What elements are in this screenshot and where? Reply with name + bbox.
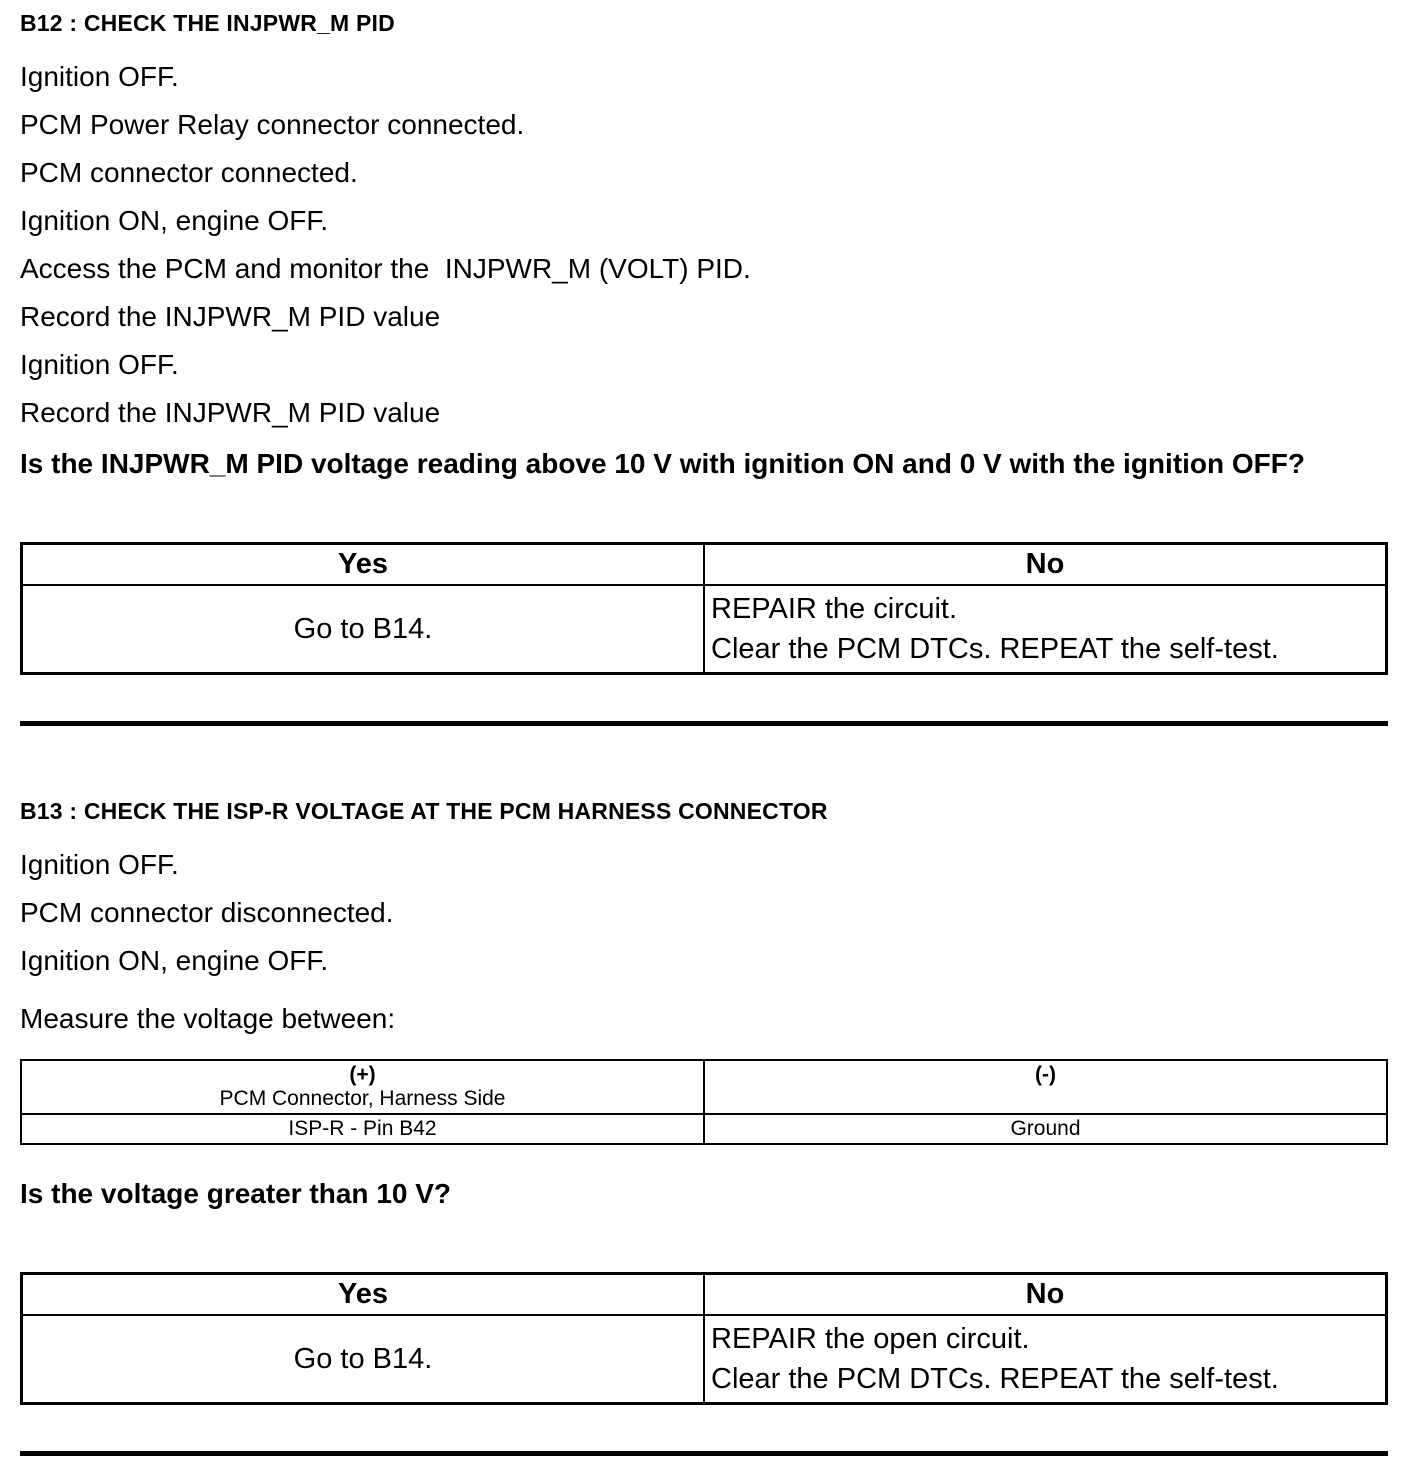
negative-header-cell [704,1060,1387,1114]
no-action-line: Clear the PCM DTCs. REPEAT the self-test. [711,633,1279,665]
positive-symbol: (+) [349,1063,376,1086]
page-bottom-divider [20,1451,1388,1456]
no-column-header: No [704,1274,1387,1316]
b13-measurement-table [20,1059,1388,1145]
b12-steps [20,53,1388,437]
positive-header-cell [21,1060,704,1114]
b12-heading: B12 : CHECK THE INJPWR_M PID [20,10,395,36]
negative-point-cell: Ground [704,1114,1387,1144]
table-row [22,1315,1387,1404]
yes-column-header: Yes [22,1274,705,1316]
procedure-step: Ignition OFF. [20,61,179,92]
yes-action-cell: Go to B14. [22,1315,705,1404]
b12-result-table [20,542,1388,675]
section-b12 [20,10,1388,675]
procedure-step: PCM connector disconnected. [20,897,394,928]
table-row [22,544,1387,586]
b13-steps [20,841,1388,1043]
b13-result-table [20,1272,1388,1405]
procedure-step: Record the INJPWR_M PID value [20,301,441,332]
no-action-cell [704,585,1387,674]
no-action-cell [704,1315,1387,1404]
table-row [22,585,1387,674]
table-row [21,1060,1387,1114]
measure-intro: Measure the voltage between: [20,1003,396,1034]
negative-symbol: (-) [1035,1063,1056,1086]
procedure-step: Ignition OFF. [20,349,179,380]
section-divider [20,721,1388,726]
b13-heading: B13 : CHECK THE ISP-R VOLTAGE AT THE PCM HARNESS CONNECTOR [20,798,828,824]
procedure-step: PCM Power Relay connector connected. [20,109,525,140]
positive-subtitle: PCM Connector, Harness Side [219,1087,506,1110]
no-action-line: Clear the PCM DTCs. REPEAT the self-test. [711,1363,1279,1395]
b12-question: Is the INJPWR_M PID voltage reading above 10 V with ignition ON and 0 V with the ignition OFF? [20,448,1305,479]
procedure-step: Record the INJPWR_M PID value [20,397,441,428]
no-action-line: REPAIR the circuit. [711,593,958,625]
table-row [21,1114,1387,1144]
no-action-line: REPAIR the open circuit. [711,1323,1030,1355]
section-b13 [20,798,1388,1405]
procedure-step: Ignition ON, engine OFF. [20,205,329,236]
procedure-step: Access the PCM and monitor the INJPWR_M (VOLT) PID. [20,253,751,284]
yes-action-cell: Go to B14. [22,585,705,674]
procedure-step: PCM connector connected. [20,157,358,188]
positive-point-cell: ISP-R - Pin B42 [21,1114,704,1144]
yes-column-header: Yes [22,544,705,586]
procedure-step: Ignition OFF. [20,849,179,880]
b13-question: Is the voltage greater than 10 V? [20,1178,452,1209]
procedure-step: Ignition ON, engine OFF. [20,945,329,976]
no-column-header: No [704,544,1387,586]
table-row [22,1274,1387,1316]
